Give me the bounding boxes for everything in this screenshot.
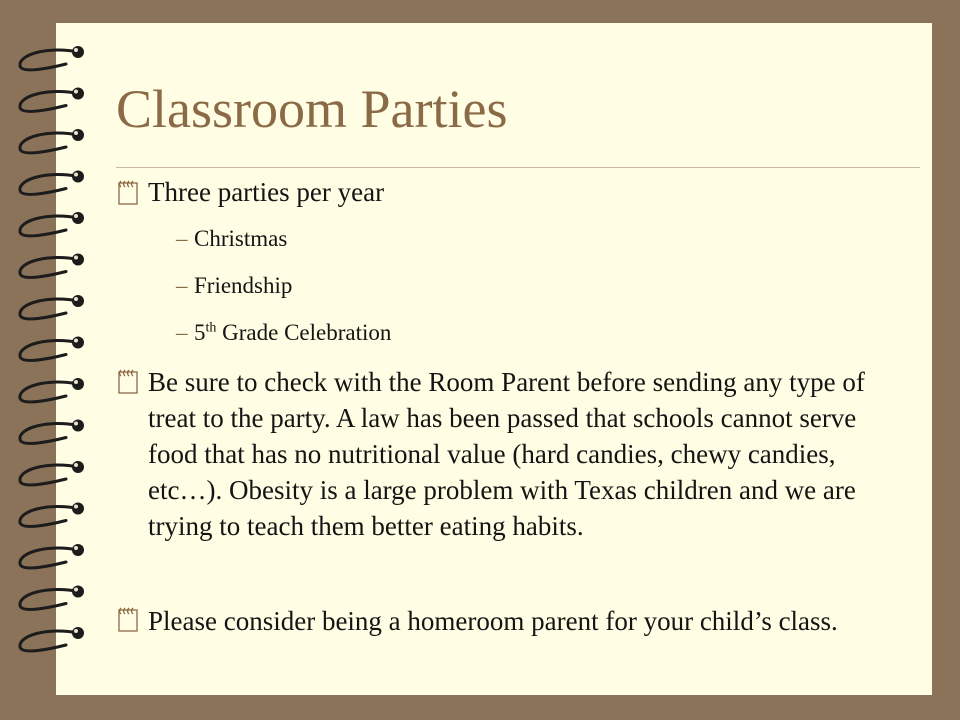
sub-item — [176, 224, 287, 254]
binding-hole — [72, 378, 84, 390]
sub-item-text: Friendship — [194, 273, 293, 298]
bullet-text: Be sure to check with the Room Parent before sending any type of treat to the party. A law has been passed that schools cannot serve food that has no nutritional value (hard candies, chewy candies, etc…). Obesity is a large problem with Texas children and we are trying to teach them better eating habits. — [148, 367, 865, 541]
binding-hole-highlight — [74, 297, 78, 301]
sub-item-text: Christmas — [194, 226, 288, 251]
binding-hole-highlight — [74, 463, 78, 467]
spiral-binding — [0, 0, 120, 720]
binding-ring — [20, 589, 78, 609]
binding-hole-highlight — [74, 588, 78, 592]
binding-hole-highlight — [74, 131, 78, 135]
binding-ring — [20, 423, 78, 443]
binding-ring — [20, 174, 78, 194]
sub-item — [176, 271, 292, 301]
binding-hole-highlight — [74, 256, 78, 260]
binding-ring — [20, 465, 78, 485]
bullet-text: Please consider being a homeroom parent for your child’s class. — [148, 606, 838, 636]
ordinal-suffix: th — [205, 320, 217, 336]
sub-bullet-dash: – — [176, 273, 188, 298]
binding-ring — [20, 382, 78, 402]
binding-ring — [20, 91, 78, 111]
binding-ring — [20, 257, 78, 277]
slide-title: Classroom Parties — [116, 79, 508, 139]
binding-hole — [72, 88, 84, 100]
binding-hole — [72, 586, 84, 598]
sub-bullet-dash: – — [176, 320, 188, 345]
binding-hole — [72, 171, 84, 183]
binding-hole-highlight — [74, 380, 78, 384]
binding-hole-highlight — [74, 339, 78, 343]
notebook-icon — [113, 178, 143, 206]
sub-item-text: Grade Celebration — [216, 320, 392, 345]
bullet-text: Three parties per year — [148, 177, 385, 207]
binding-ring — [20, 299, 78, 319]
grade-number: 5 — [194, 320, 206, 345]
binding-ring — [20, 506, 78, 526]
binding-hole-highlight — [74, 546, 78, 550]
binding-hole — [72, 544, 84, 556]
binding-hole — [72, 295, 84, 307]
binding-ring — [20, 216, 78, 236]
binding-hole-highlight — [74, 48, 78, 52]
binding-hole-highlight — [74, 214, 78, 218]
binding-hole-highlight — [74, 505, 78, 509]
binding-hole-highlight — [74, 422, 78, 426]
binding-hole — [72, 461, 84, 473]
binding-hole-highlight — [74, 90, 78, 94]
binding-hole — [72, 503, 84, 515]
binding-hole-highlight — [74, 629, 78, 633]
binding-hole — [72, 254, 84, 266]
binding-hole — [72, 46, 84, 58]
binding-ring — [20, 133, 78, 153]
notebook-icon — [113, 367, 143, 395]
binding-ring — [20, 340, 78, 360]
notebook-icon — [113, 605, 143, 633]
title-divider — [116, 167, 920, 168]
binding-ring — [20, 50, 78, 70]
sub-item — [176, 318, 391, 348]
binding-hole — [72, 129, 84, 141]
sub-bullet-dash: – — [176, 226, 188, 251]
binding-hole — [72, 420, 84, 432]
binding-hole-highlight — [74, 173, 78, 177]
binding-ring — [20, 631, 78, 651]
binding-hole — [72, 337, 84, 349]
binding-hole — [72, 212, 84, 224]
binding-ring — [20, 548, 78, 568]
binding-hole — [72, 627, 84, 639]
